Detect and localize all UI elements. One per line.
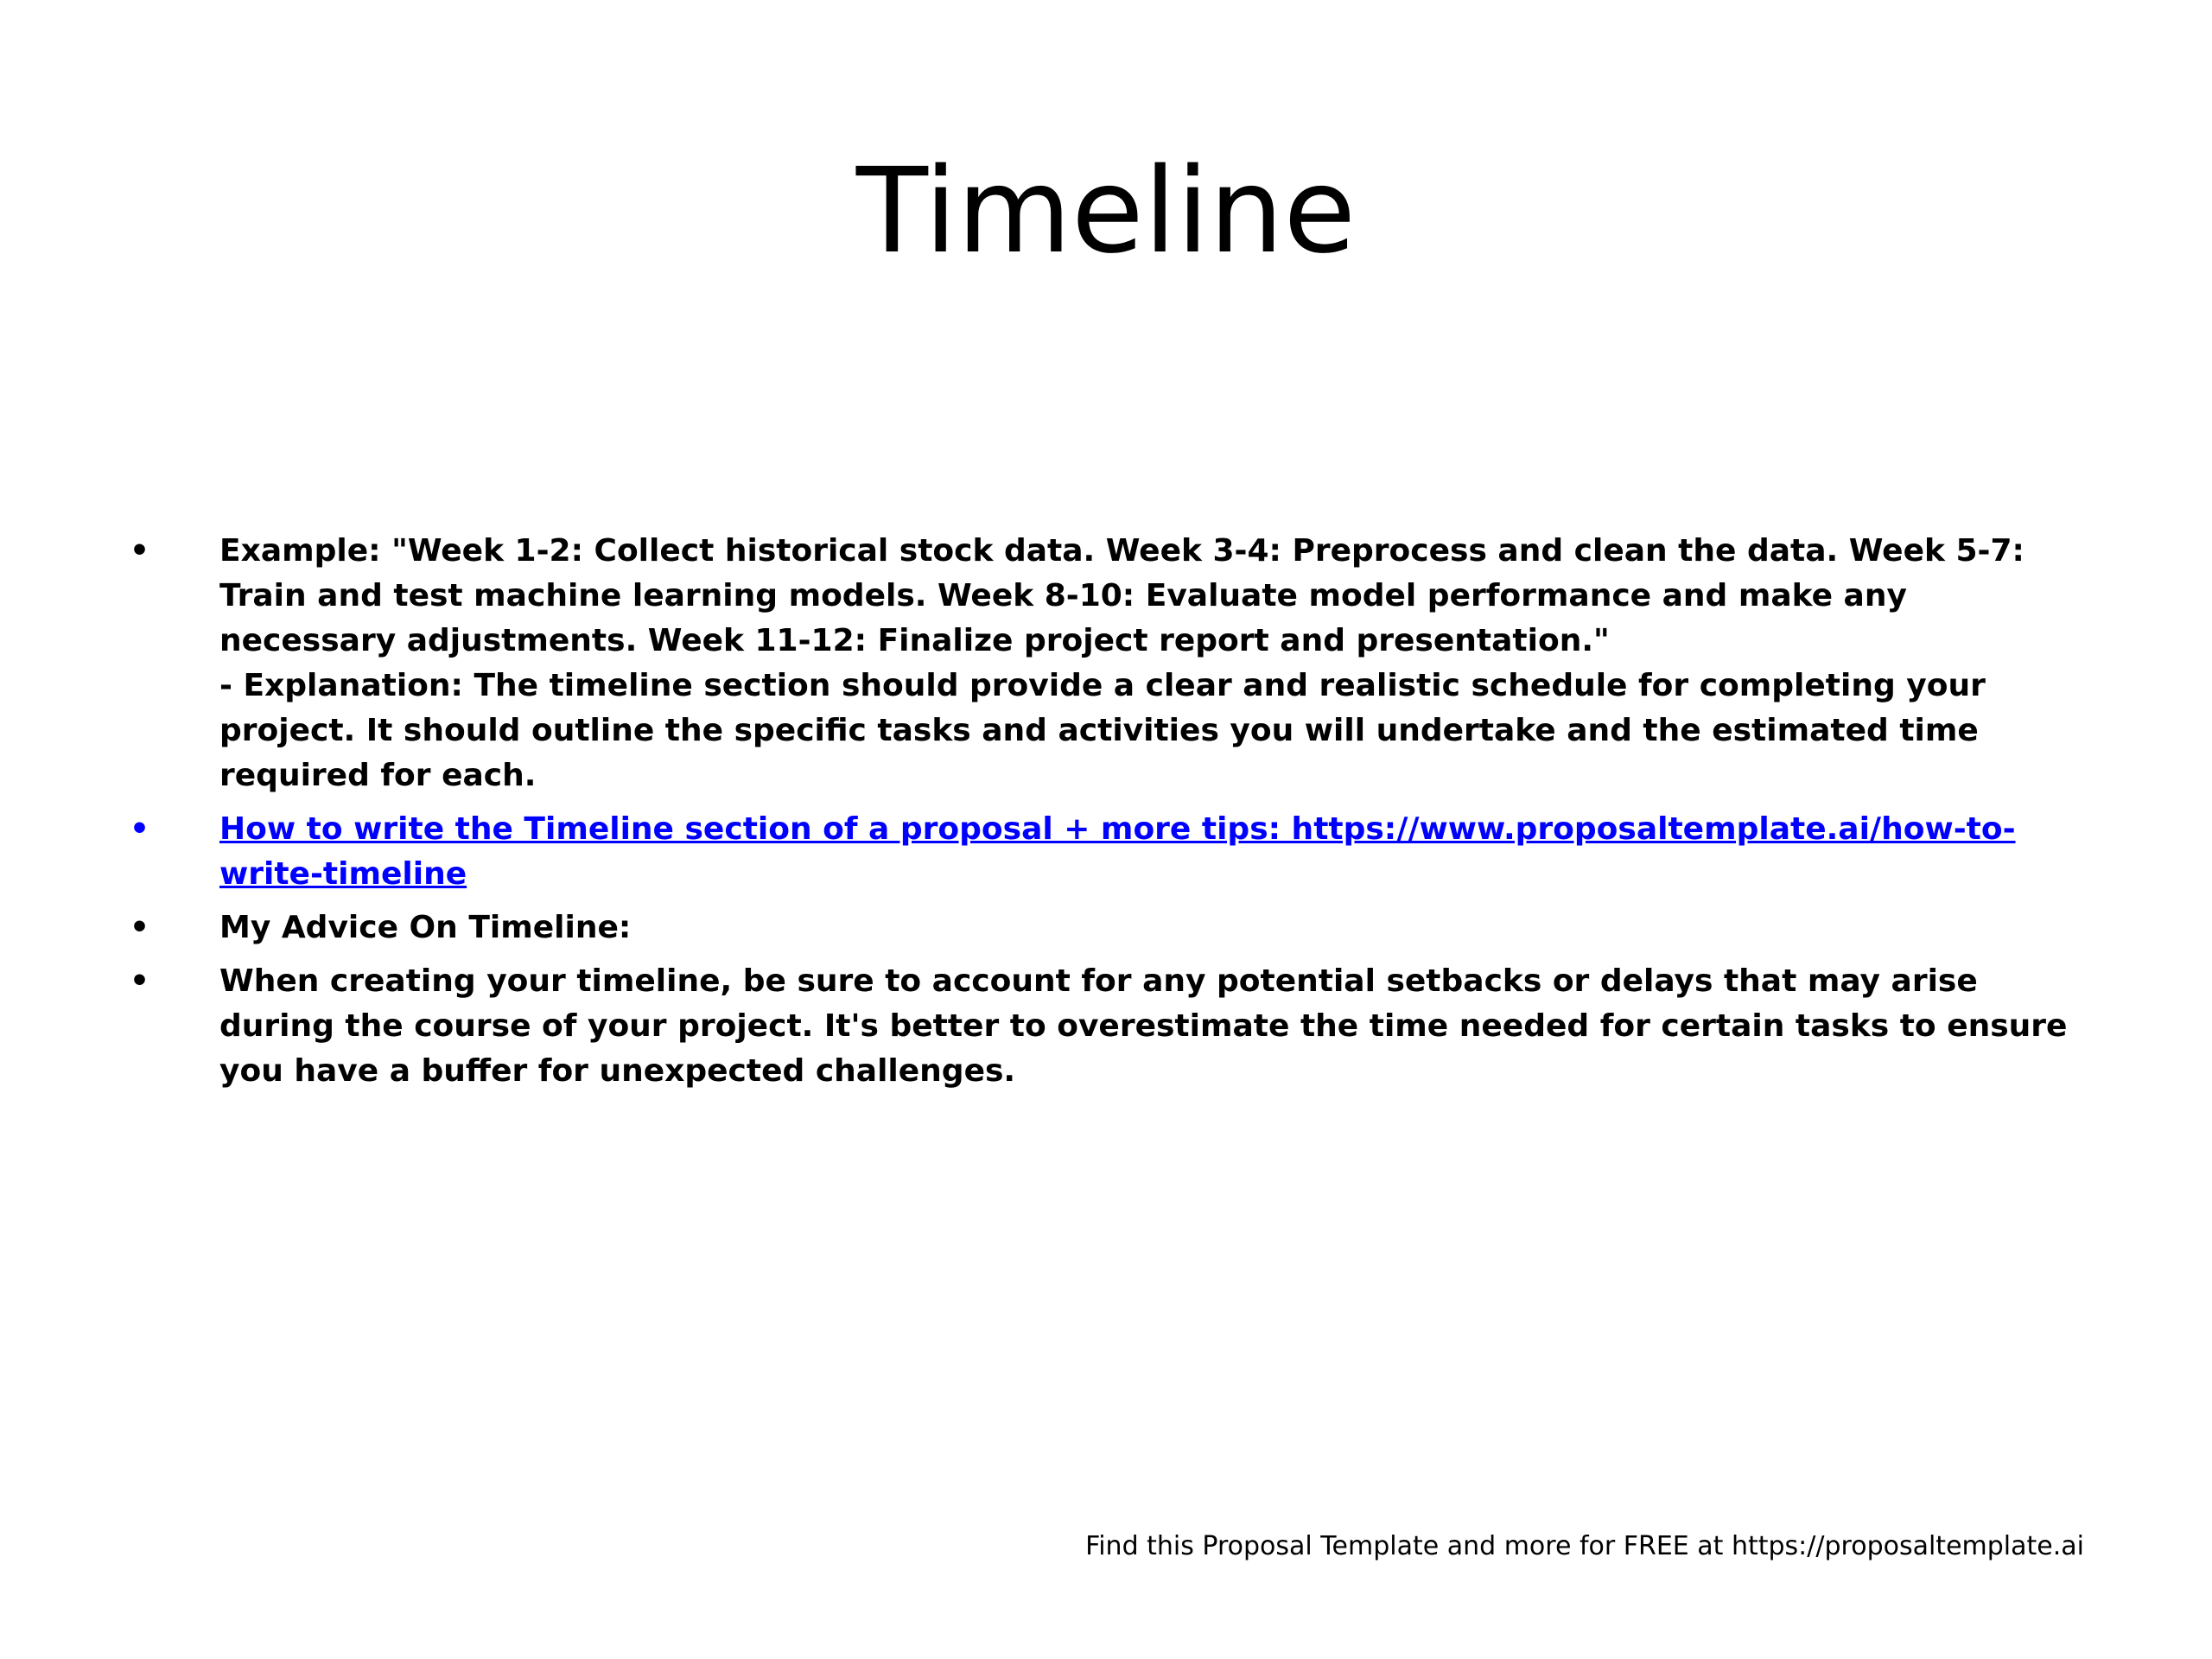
advice-heading: My Advice On Timeline: — [219, 910, 632, 945]
example-text: Example: "Week 1-2: Collect historical stock data. Week 3-4: Preprocess and clean the data. Week 5-7: Train and test machine learning models. Week 8-10: Evaluate model performance and make any necessary adjustments. Week 11-12: Finalize project report and presentation." — [219, 533, 2024, 658]
advice-text: When creating your timeline, be sure to account for any potential setbacks or delays that may arise during the course of your project. It's better to overestimate the time needed for certain tasks to ensure you have a buffer for unexpected challenges. — [219, 963, 2068, 1089]
slide-title: Timeline — [855, 143, 1357, 280]
bullet-item-advice — [130, 959, 2082, 1094]
bullet-icon: • — [130, 811, 150, 847]
bullet-item-advice-heading — [130, 906, 2082, 950]
timeline-tips-link[interactable]: How to write the Timeline section of a proposal + more tips: https://www.proposaltemplate.ai/how-to-write-timeline — [219, 811, 2016, 892]
bullet-item-example — [130, 529, 2082, 798]
bullet-icon: • — [130, 963, 150, 999]
bullet-icon: • — [130, 910, 150, 945]
explanation-text: - Explanation: The timeline section should provide a clear and realistic schedule for completing your project. It should outline the specific tasks and activities you will undertake and the estimated time required for each. — [219, 668, 1986, 793]
footer-text: Find this Proposal Template and more for FREE at https://proposaltemplate.ai — [1085, 1531, 2084, 1561]
bullet-list — [130, 529, 2082, 1103]
bullet-icon: • — [130, 533, 150, 569]
bullet-item-link — [130, 807, 2082, 897]
